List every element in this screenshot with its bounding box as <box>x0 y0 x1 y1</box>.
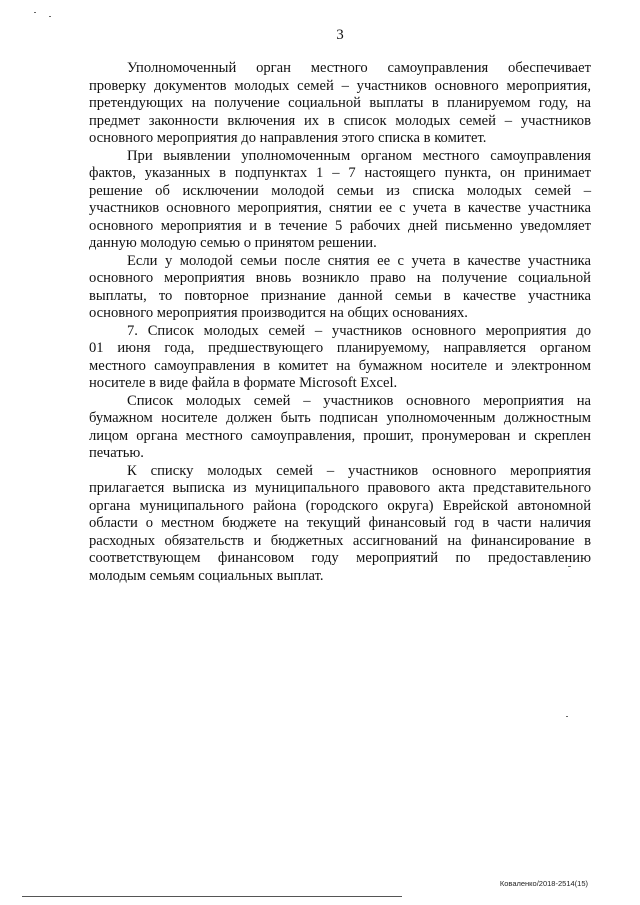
text-line: печатью. <box>89 445 144 461</box>
text-line: органа муниципального района (городского округа) Еврейской автономной <box>89 497 591 514</box>
scan-speck <box>34 12 36 13</box>
text-line: местного самоуправления в комитет на бумажном носителе и электронном <box>89 357 591 374</box>
text-line: выплаты, то повторное признание данной семьи в качестве участника <box>89 287 591 304</box>
text-line: 01 июня года, предшествующего планируемому, направляется органом <box>89 340 591 356</box>
text-line: прилагается выписка из муниципального правового акта представительного <box>89 480 591 496</box>
text-line: К списку молодых семей – участников основного мероприятия <box>127 462 591 479</box>
text-line: основного мероприятия производится на общих основаниях. <box>89 305 468 321</box>
text-line: предмет законности включения их в список молодых семей – участников <box>89 112 591 129</box>
text-line: основного мероприятия и в течение 5 рабочих дней письменно уведомляет <box>89 217 591 234</box>
page-number: 3 <box>336 27 344 43</box>
text-line: бумажном носителе должен быть подписан уполномоченным должностным <box>89 410 591 426</box>
text-line: Если у молодой семьи после снятия ее с учета в качестве участника <box>127 252 591 269</box>
scan-speck <box>568 566 571 567</box>
text-line: молодым семьям социальных выплат. <box>89 567 324 584</box>
text-line: области о местном бюджете на текущий финансовый год в части наличия <box>89 515 591 531</box>
text-line: проверку документов молодых семей – участников основного мероприятия, <box>89 77 591 94</box>
text-line: носителе в виде файла в формате Microsoft Excel. <box>89 375 398 391</box>
text-line: расходных обязательств и бюджетных ассигнований на финансирование в <box>89 532 591 549</box>
text-line: Уполномоченный орган местного самоуправления обеспечивает <box>127 60 591 76</box>
text-line: фактов, указанных в подпунктах 1 – 7 настоящего пункта, он принимает <box>89 165 591 181</box>
bottom-rule <box>22 896 402 897</box>
scan-speck <box>566 716 568 717</box>
text-line: При выявлении уполномоченным органом местного самоуправления <box>127 147 591 164</box>
text-line: претендующих на получение социальной выплаты в планируемом году, на <box>89 95 591 111</box>
document-reference-code: Коваленко/2018-2514(15) <box>499 879 588 888</box>
text-line: основного мероприятия вновь возникло право на получение социальной <box>89 270 591 286</box>
scan-speck <box>49 16 51 17</box>
text-line: данную молодую семью о принятом решении. <box>89 235 377 251</box>
text-line: лицом органа местного самоуправления, прошит, пронумерован и скреплен <box>89 427 591 444</box>
text-line: решение об исключении молодой семьи из списка молодых семей – <box>89 182 591 199</box>
text-line: Список молодых семей – участников основного мероприятия на <box>127 392 591 409</box>
document-body <box>89 60 591 585</box>
text-line: основного мероприятия до направления этого списка в комитет. <box>89 130 487 146</box>
text-line: 7. Список молодых семей – участников основного мероприятия до <box>127 322 591 339</box>
text-line: соответствующем финансовом году мероприятий по предоставлению <box>89 550 591 566</box>
text-line: участников основного мероприятия, снятии ее с учета в качестве участника <box>89 200 591 216</box>
